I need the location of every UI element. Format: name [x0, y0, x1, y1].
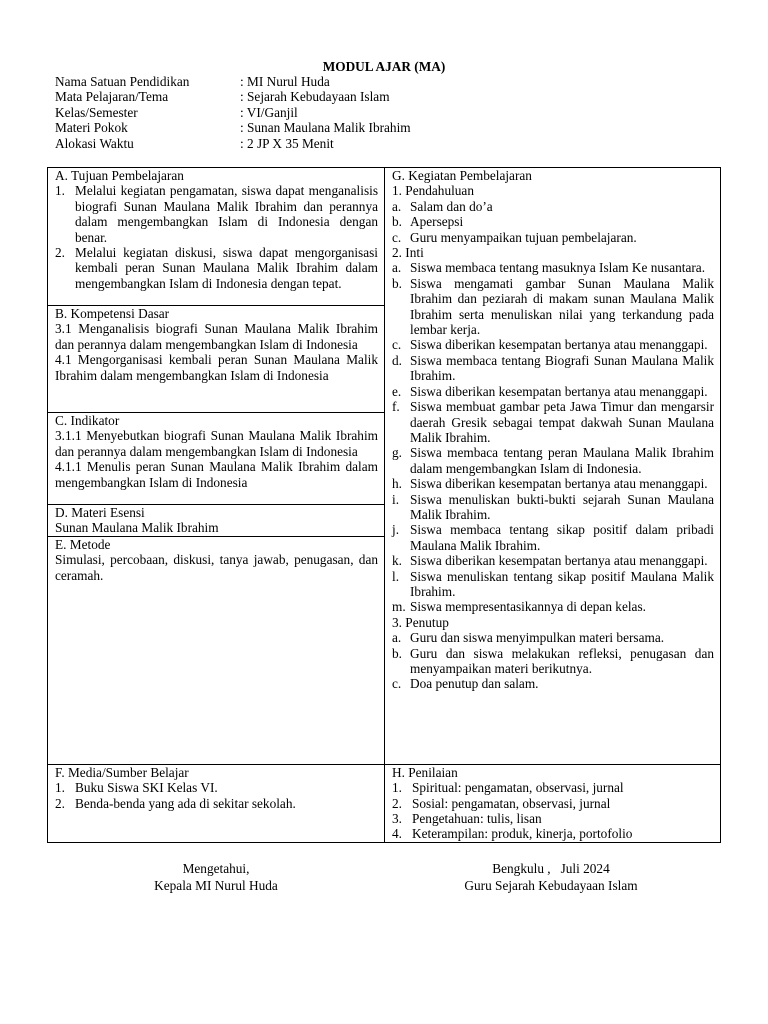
- identity-label: Alokasi Waktu: [55, 135, 134, 151]
- kegiatan-cell: [385, 168, 721, 765]
- list-marker: b.: [392, 275, 402, 291]
- list-text: Siswa membuat gambar peta Jawa Timur dan mengarsir daerah Gresik sebagai tempat dakwah Sunan Maulana Malik Ibrahim.: [410, 399, 714, 445]
- penilaian-cell: [385, 764, 721, 842]
- list-item: [392, 492, 714, 523]
- identity-value: : MI Nurul Huda: [240, 74, 330, 89]
- list-text: Siswa diberikan kesempatan bertanya atau menanggapi.: [410, 383, 708, 399]
- list-marker: a.: [392, 630, 402, 646]
- list-item: [392, 811, 714, 826]
- list-marker: 4.: [392, 826, 402, 842]
- list-text: Siswa diberikan kesempatan bertanya atau menanggapi.: [410, 337, 708, 353]
- list-text: Keterampilan: produk, kinerja, portofolio: [412, 826, 633, 842]
- list-text: Siswa membaca tentang masuknya Islam Ke nusantara.: [410, 260, 706, 276]
- list-marker: d.: [392, 352, 402, 368]
- identity-row: [55, 105, 411, 120]
- list-text: Buku Siswa SKI Kelas VI.: [75, 780, 218, 796]
- list-item: [392, 199, 714, 214]
- list-text: Spiritual: pengamatan, observasi, jurnal: [412, 780, 624, 796]
- list-text: Benda-benda yang ada di sekitar sekolah.: [75, 795, 296, 811]
- identity-row: [55, 120, 411, 135]
- document-title: MODUL AJAR (MA): [322, 59, 446, 74]
- list-text: Siswa diberikan kesempatan bertanya atau menanggapi.: [410, 553, 708, 569]
- list-marker: j.: [392, 522, 400, 538]
- kegiatan-heading: G. Kegiatan Pembelajaran: [392, 168, 532, 183]
- list-marker: h.: [392, 476, 402, 492]
- list-marker: 1.: [55, 183, 65, 199]
- list-marker: c.: [392, 337, 402, 353]
- list-marker: b.: [392, 645, 402, 661]
- list-text: Siswa membaca tentang peran Maulana Malik Ibrahim dalam mengembangkan Islam di Indonesia.: [410, 445, 714, 476]
- list-marker: 2.: [55, 795, 65, 811]
- list-item: [392, 646, 714, 677]
- identity-label: Kelas/Semester: [55, 104, 138, 120]
- media-heading: F. Media/Sumber Belajar: [55, 764, 189, 780]
- list-item: [392, 384, 714, 399]
- pendahuluan-heading: 1. Pendahuluan: [392, 183, 474, 199]
- list-marker: i.: [392, 491, 400, 507]
- list-item: [392, 337, 714, 352]
- metode-text: Simulasi, percobaan, diskusi, tanya jawab, penugasan, dan ceramah.: [55, 552, 378, 583]
- list-marker: 2.: [55, 245, 65, 261]
- tujuan-cell: [48, 168, 385, 306]
- list-text: Siswa menuliskan bukti-bukti sejarah Sunan Maulana Malik Ibrahim.: [410, 491, 714, 522]
- list-marker: 3.: [392, 811, 402, 827]
- list-marker: 2.: [392, 795, 402, 811]
- list-marker: g.: [392, 445, 402, 461]
- list-marker: l.: [392, 568, 400, 584]
- list-item: [55, 796, 378, 811]
- list-text: Salam dan do’a: [410, 198, 493, 214]
- indikator-cell: [48, 413, 385, 505]
- list-item: [392, 276, 714, 338]
- list-text: Siswa membaca tentang sikap positif dalam pribadi Maulana Malik Ibrahim.: [410, 522, 714, 553]
- penutup-heading: 3. Penutup: [392, 614, 449, 630]
- signature-line1: Mengetahui,: [182, 861, 250, 876]
- list-text: Sosial: pengamatan, observasi, jurnal: [412, 795, 611, 811]
- metode-cell: [48, 536, 385, 764]
- indikator-heading: C. Indikator: [55, 413, 120, 428]
- list-item: [392, 476, 714, 491]
- list-text: Siswa mengamati gambar Sunan Maulana Malik Ibrahim dan peziarah di makam sunan Maulana Malik Ibrahim serta menuliskan nilai yang terkandung pada lembar kerja.: [410, 275, 714, 338]
- materi-heading: D. Materi Esensi: [55, 505, 145, 520]
- indikator-item: 3.1.1 Menyebutkan biografi Sunan Maulana Malik Ibrahim dan perannya dalam mengembangkan Islam di Indonesia: [55, 428, 378, 459]
- list-text: Melalui kegiatan pengamatan, siswa dapat menganalisis biografi Sunan Maulana Malik Ibrahim dan perannya dalam mengembangkan Islam di Indonesia dengan benar.: [75, 183, 378, 245]
- kompetensi-cell: [48, 306, 385, 413]
- list-marker: k.: [392, 553, 402, 569]
- list-marker: f.: [392, 399, 400, 415]
- kompetensi-item: 4.1 Mengorganisasi kembali peran Sunan Maulana Malik Ibrahim dalam mengembangkan Islam di Indonesia: [55, 352, 378, 383]
- list-marker: 1.: [55, 780, 65, 796]
- list-text: Guru menyampaikan tujuan pembelajaran.: [410, 229, 637, 245]
- list-item: [392, 630, 714, 645]
- signature-line1: Bengkulu , Juli 2024: [492, 861, 610, 876]
- identity-value: : Sunan Maulana Malik Ibrahim: [240, 120, 411, 136]
- penilaian-heading: H. Penilaian: [392, 764, 458, 780]
- list-text: Siswa menuliskan tentang sikap positif Maulana Malik Ibrahim.: [410, 568, 714, 599]
- identity-label: Mata Pelajaran/Tema: [55, 89, 169, 105]
- module-table: [47, 167, 721, 843]
- list-item: [392, 569, 714, 600]
- list-item: [55, 245, 378, 291]
- identity-value: : 2 JP X 35 Menit: [240, 135, 334, 151]
- list-item: [392, 260, 714, 275]
- materi-text: Sunan Maulana Malik Ibrahim: [55, 520, 219, 536]
- list-item: [392, 230, 714, 245]
- list-marker: m.: [392, 599, 406, 615]
- list-text: Siswa diberikan kesempatan bertanya atau menanggapi.: [410, 476, 708, 492]
- materi-cell: [48, 505, 385, 537]
- identity-label: Materi Pokok: [55, 120, 128, 136]
- list-item: [392, 353, 714, 384]
- list-item: [392, 676, 714, 691]
- identity-row: [55, 136, 411, 151]
- identity-row: [55, 74, 411, 89]
- list-text: Apersepsi: [410, 214, 464, 230]
- list-item: [392, 553, 714, 568]
- identity-label: Nama Satuan Pendidikan: [55, 74, 190, 89]
- list-text: Siswa membaca tentang Biografi Sunan Maulana Malik Ibrahim.: [410, 352, 714, 384]
- list-text: Doa penutup dan salam.: [410, 676, 539, 692]
- list-marker: e.: [392, 383, 402, 399]
- list-item: [55, 183, 378, 245]
- list-item: [392, 399, 714, 445]
- list-text: Guru dan siswa melakukan refleksi, penugasan dan menyampaikan materi berikutnya.: [410, 645, 714, 676]
- list-text: Pengetahuan: tulis, lisan: [412, 811, 542, 827]
- list-item: [392, 826, 714, 841]
- list-item: [392, 796, 714, 811]
- list-text: Siswa mempresentasikannya di depan kelas.: [410, 599, 646, 615]
- identity-value: : VI/Ganjil: [240, 104, 298, 120]
- signature-line2: Guru Sejarah Kebudayaan Islam: [464, 877, 638, 893]
- list-marker: c.: [392, 229, 402, 245]
- indikator-item: 4.1.1 Menulis peran Sunan Maulana Malik Ibrahim dalam mengembangkan Islam di Indonesia: [55, 459, 378, 490]
- list-marker: a.: [392, 260, 402, 276]
- media-cell: [48, 764, 385, 842]
- signature-principal: [131, 861, 301, 894]
- list-marker: a.: [392, 198, 402, 214]
- metode-heading: E. Metode: [55, 536, 111, 552]
- list-marker: b.: [392, 214, 402, 230]
- list-item: [392, 214, 714, 229]
- kompetensi-item: 3.1 Menganalisis biografi Sunan Maulana Malik Ibrahim dan perannya dalam mengembangkan Islam di Indonesia: [55, 321, 378, 352]
- list-marker: 1.: [392, 780, 402, 796]
- identity-row: [55, 89, 411, 104]
- list-item: [392, 522, 714, 553]
- list-item: [392, 445, 714, 476]
- list-item: [392, 780, 714, 795]
- list-item: [55, 780, 378, 795]
- kompetensi-heading: B. Kompetensi Dasar: [55, 306, 170, 321]
- signature-teacher: [441, 861, 661, 894]
- tujuan-heading: A. Tujuan Pembelajaran: [55, 168, 184, 183]
- signature-line2: Kepala MI Nurul Huda: [154, 877, 278, 893]
- list-item: [392, 599, 714, 614]
- inti-heading: 2. Inti: [392, 245, 424, 261]
- list-text: Melalui kegiatan diskusi, siswa dapat mengorganisasi kembali peran Sunan Maulana Malik Ibrahim dalam mengembangkan Islam di Indonesia dengan tepat.: [75, 245, 378, 291]
- list-marker: c.: [392, 676, 402, 692]
- list-text: Guru dan siswa menyimpulkan materi bersama.: [410, 630, 665, 646]
- identity-value: : Sejarah Kebudayaan Islam: [240, 89, 390, 105]
- identity-block: [55, 74, 411, 151]
